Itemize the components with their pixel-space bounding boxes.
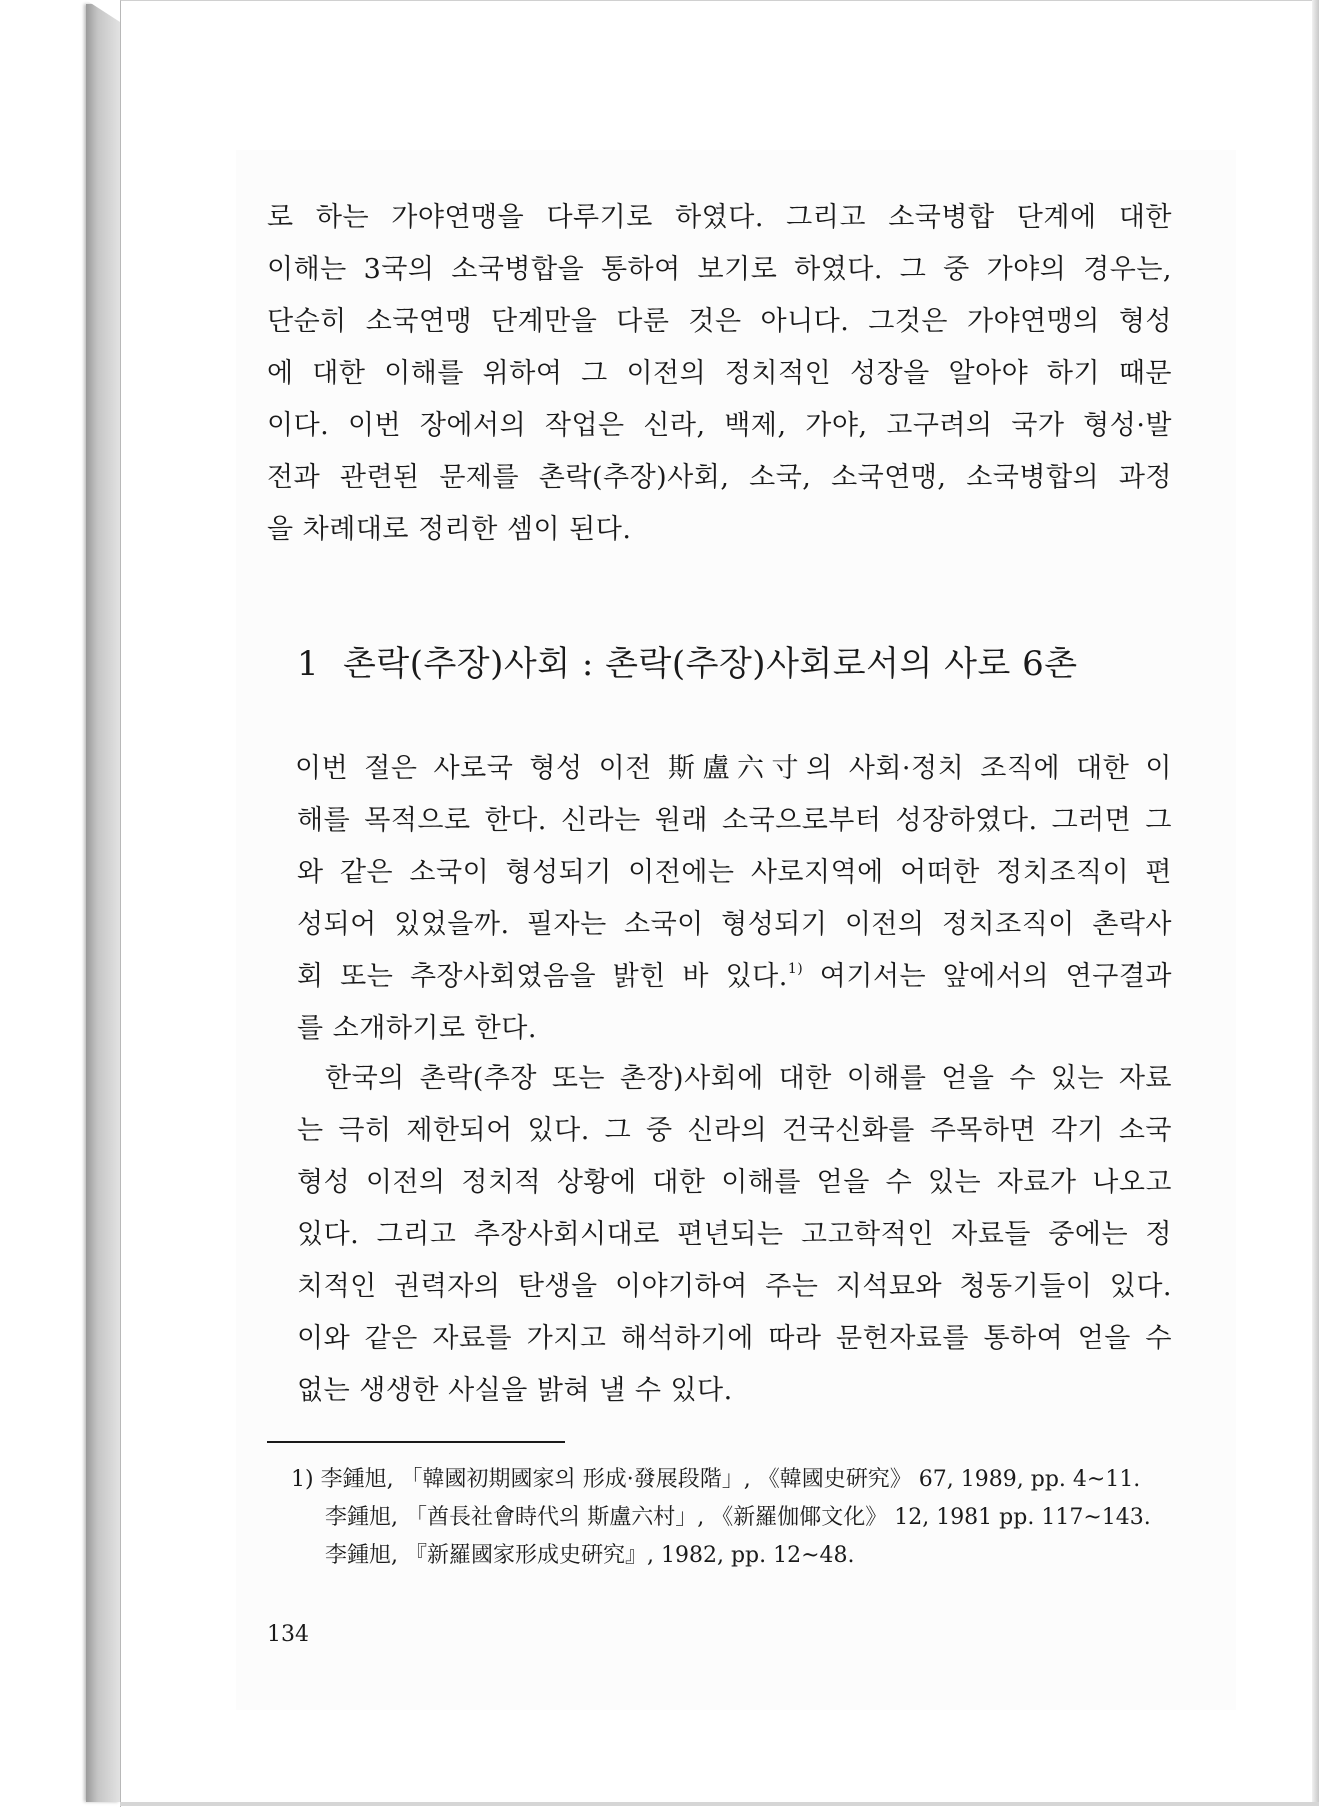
section-heading <box>297 640 1078 688</box>
footnote-line: 1) 李鍾旭, 「韓國初期國家의 形成·發展段階」, 《韓國史硏究》 67, 1989, pp. 4~11. <box>291 1467 1141 1492</box>
text-line: 형성 이전의 정치적 상황에 대한 이해를 얻을 수 있는 자료가 나오고 <box>297 1167 1172 1198</box>
section-title: 촌락(추장)사회 : 촌락(추장)사회로서의 사로 6촌 <box>343 644 1078 684</box>
book-spine <box>86 4 120 1802</box>
text-line: 에 대한 이해를 위하여 그 이전의 정치적인 성장을 알아야 하기 때문 <box>267 358 1172 389</box>
text-line: 는 극히 제한되어 있다. 그 중 신라의 건국신화를 주목하면 각기 소국 <box>297 1115 1172 1146</box>
text-line: 치적인 권력자의 탄생을 이야기하여 주는 지석묘와 청동기들이 있다. <box>297 1271 1172 1302</box>
text-line-content: 이번 절은 사로국 형성 이전 斯盧六寸의 사회·정치 조직에 대한 이 <box>295 753 1172 784</box>
text-line-content: 한국의 촌락(추장 또는 촌장)사회에 대한 이해를 얻을 수 있는 자료 <box>325 1063 1172 1094</box>
text-line: 단순히 소국연맹 단계만을 다룬 것은 아니다. 그것은 가야연맹의 형성 <box>267 306 1172 337</box>
text-line <box>267 951 1172 1003</box>
text-line: 전과 관련된 문제를 촌락(추장)사회, 소국, 소국연맹, 소국병합의 과정 <box>267 462 1172 493</box>
text-line: 를 소개하기로 한다. <box>297 1013 537 1044</box>
text-line: 이와 같은 자료를 가지고 해석하기에 따라 문헌자료를 통하여 얻을 수 <box>297 1323 1172 1354</box>
paragraph-2 <box>267 1053 1172 1417</box>
footnote-line: 李鍾旭, 『新羅國家形成史硏究』, 1982, pp. 12~48. <box>325 1543 855 1568</box>
paragraph-1 <box>267 743 1172 1055</box>
footnote-reference[interactable]: 1) <box>787 961 804 977</box>
page-number: 134 <box>267 1622 309 1647</box>
text-line: 성되어 있었을까. 필자는 소국이 형성되기 이전의 정치조직이 촌락사 <box>297 909 1172 940</box>
text-line: 없는 생생한 사실을 밝혀 낼 수 있다. <box>297 1375 733 1406</box>
page-bottom-edge <box>120 1802 1319 1806</box>
footnotes <box>291 1461 1171 1575</box>
text-line: 있다. 그리고 추장사회시대로 편년되는 고고학적인 자료들 중에는 정 <box>297 1219 1172 1250</box>
footnote-line: 李鍾旭, 「酋長社會時代의 斯盧六村」, 《新羅伽倻文化》 12, 1981 pp. 117~143. <box>325 1505 1151 1530</box>
spine-corner <box>86 0 120 22</box>
text-line: 로 하는 가야연맹을 다루기로 하였다. 그리고 소국병합 단계에 대한 <box>267 202 1172 233</box>
text-line: 이다. 이번 장에서의 작업은 신라, 백제, 가야, 고구려의 국가 형성·발 <box>267 410 1172 441</box>
text-line: 을 차례대로 정리한 셈이 된다. <box>267 514 632 545</box>
section-number: 1 <box>297 644 320 684</box>
footnote-divider <box>267 1441 565 1443</box>
text-line-content: 회 또는 추장사회였음을 밝힌 바 있다. <box>297 961 788 992</box>
intro-paragraph <box>267 192 1172 556</box>
text-line: 와 같은 소국이 형성되기 이전에는 사로지역에 어떠한 정치조직이 편 <box>297 857 1172 888</box>
text-line <box>267 743 1172 795</box>
text-line: 이해는 3국의 소국병합을 통하여 보기로 하였다. 그 중 가야의 경우는, <box>267 254 1172 285</box>
text-line <box>267 1053 1172 1105</box>
text-line-content: 여기서는 앞에서의 연구결과 <box>803 961 1172 992</box>
text-line: 해를 목적으로 한다. 신라는 원래 소국으로부터 성장하였다. 그러면 그 <box>297 805 1172 836</box>
page-edge-shadow <box>1312 0 1319 1806</box>
